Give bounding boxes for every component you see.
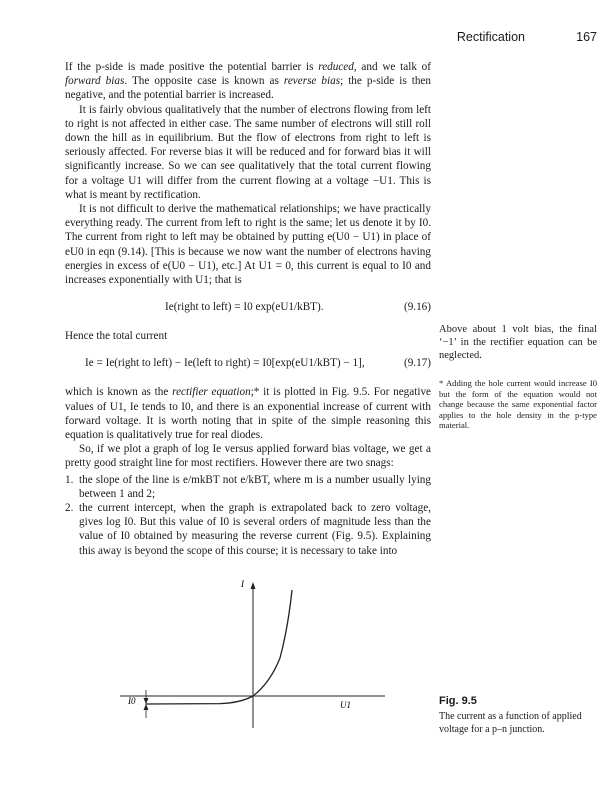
paragraph-2: It is fairly obvious qualitatively that the number of electrons flowing from left to right is not affected in either case. The same number of electrons will still roll down the hill as in equilibrium. But the flow of electrons from right to left is seriously affected. For reverse bias it will be reduced and for forward bias it will significantly increase. So we can see qualitatively that the total current flowing for a voltage U1 will differ from the current flowing at a voltage −U1. This is what is meant by rectification. xyxy=(65,103,431,201)
y-axis-label: I xyxy=(241,579,244,589)
equation-9-16 xyxy=(65,297,431,319)
paragraph-5: which is known as the rectifier equation;* it is plotted in Fig. 9.5. For negative values of U1, Ie tends to I0, and there is an exponential increase of current with forward voltage. It is worth noting that in spite of the simple reasoning this equation is qualitatively true for real diodes. xyxy=(65,386,432,442)
list-item: 2. the current intercept, when the graph is extrapolated back to zero voltage, gives log I0. But this value of I0 is several orders of magnitude less than the value of I0 obtained by measuring the reverse current (Fig. 9.5). Explaining this away is beyond the scope of this course; it is necessary to take into xyxy=(65,502,431,557)
margin-note: Above about 1 volt bias, the final ‘−1’ in the rectifier equation can be neglected. xyxy=(439,324,597,361)
main-text-column xyxy=(65,60,431,558)
caption-label: Fig. 9.5 xyxy=(439,695,477,707)
y-axis-arrow xyxy=(251,582,256,589)
intercept-arrow-down xyxy=(144,698,149,704)
equation-9-16-expression: Ie(right to left) = I0 exp(eU1/kBT). xyxy=(165,301,324,314)
paragraph-6: So, if we plot a graph of log Ie versus applied forward bias voltage, we get a pretty good straight line for most rectifiers. However there are two snags: xyxy=(65,443,431,470)
paragraph-3: It is not difficult to derive the mathematical relationships; we have practically everything ready. The current from left to right is the same; let us denote it by I0. The current from right to left may be obtained by putting e(U0 − U1) in place of eU0 in eqn (9.14). [This is because we now want the number of electrons having energies in excess of e(U0 − U1), etc.] At U1 = 0, this current is equal to I0 and increases exponentially with U1; that is xyxy=(65,203,431,287)
running-head: Rectification xyxy=(456,30,525,44)
list-item: 1. the slope of the line is e/mkBT not e/kBT, where m is a number usually lying between 1 and 2; xyxy=(65,473,431,500)
paragraph-4: Hence the total current xyxy=(65,330,168,343)
equation-9-17 xyxy=(65,353,431,375)
intercept-label: I0 xyxy=(128,696,136,706)
x-axis-label: U1 xyxy=(340,700,351,710)
footnote: * Adding the hole current would increase I0 but the form of the equation would not change because the same exponential factor applies to the hole density in the p-type material. xyxy=(439,378,597,431)
snags-list xyxy=(65,473,431,558)
equation-9-17-expression: Ie = Ie(right to left) − Ie(left to right) = I0[exp(eU1/kBT) − 1], xyxy=(85,357,365,370)
equation-9-16-number: (9.16) xyxy=(403,301,431,314)
paragraph-1: If the p-side is made positive the potential barrier is reduced, and we talk of forward bias. The opposite case is known as reverse bias; the p-side is then negative, and the potential barrier is increased. xyxy=(65,61,431,102)
page-number: 167 xyxy=(576,30,597,44)
equation-9-17-number: (9.17) xyxy=(403,357,431,370)
figure-9-5 xyxy=(110,578,410,738)
page-header xyxy=(65,30,597,46)
figure-caption xyxy=(439,695,597,736)
iv-curve xyxy=(146,590,292,704)
caption-text: The current as a function of applied voltage for a p–n junction. xyxy=(439,711,582,735)
intercept-arrow-up xyxy=(144,704,149,710)
